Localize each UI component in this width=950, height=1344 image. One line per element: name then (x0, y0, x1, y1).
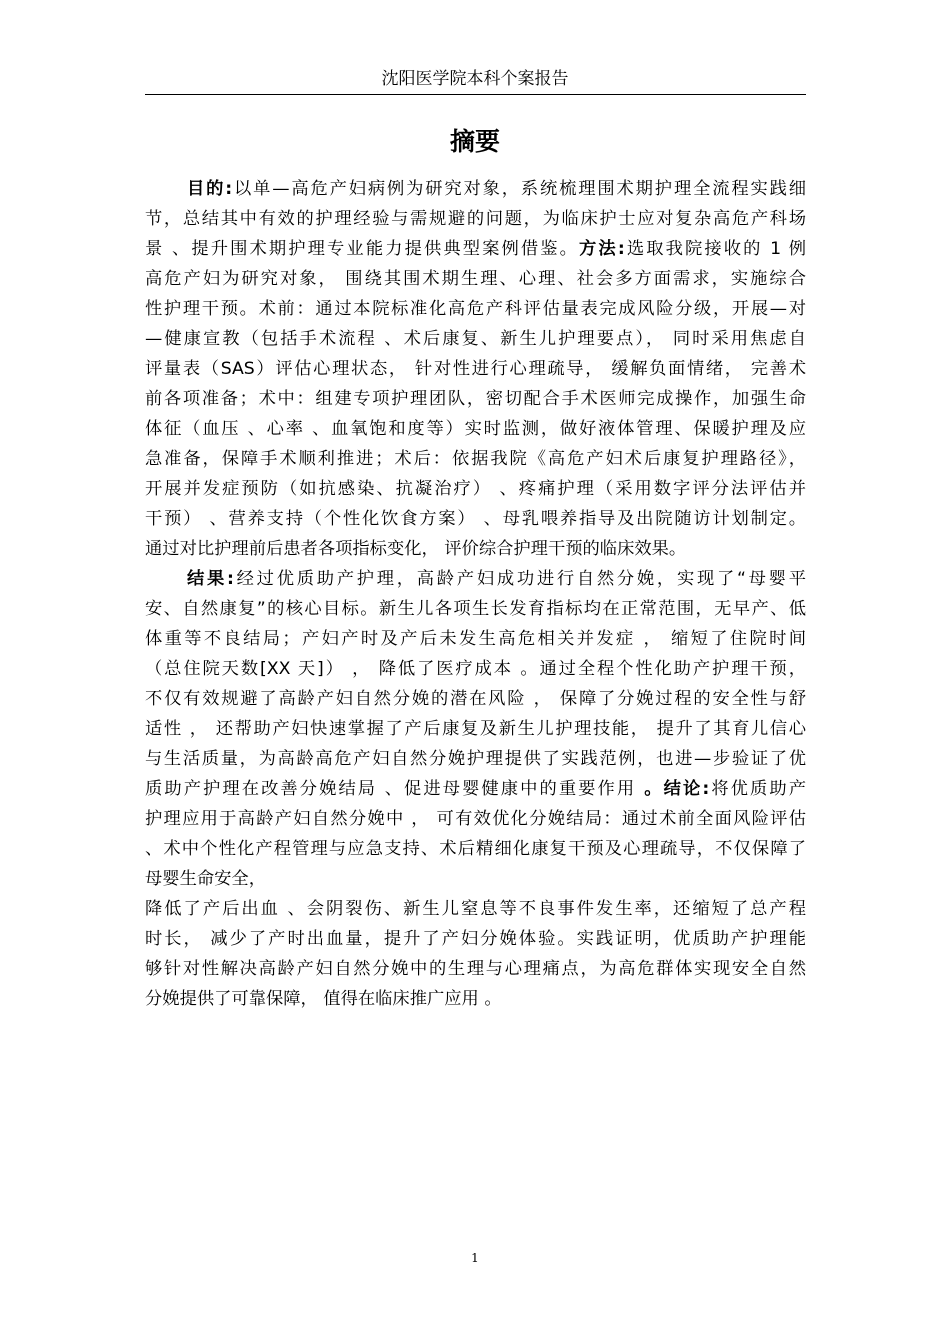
abstract-line: 时长， 减少了产时出血量，提升了产妇分娩体验。实践证明，优质助产护理能 (145, 929, 806, 949)
abstract-line: 高危产妇为研究对象， 围绕其围术期生理、心理、社会多方面需求，实施综合 (145, 269, 806, 289)
abstract-line: 前各项准备；术中：组建专项护理团队，密切配合手术医师完成操作，加强生命 (145, 389, 806, 409)
abstract-title: 摘要 (449, 127, 500, 156)
abstract-line: 节，总结其中有效的护理经验与需规避的问题，为临床护士应对复杂高危产科场 (145, 209, 806, 229)
abstract-line: 母婴生命安全， (145, 869, 266, 889)
abstract-line (145, 234, 806, 264)
abstract-line: 与生活质量，为高龄高危产妇自然分娩护理提供了实践范例，也进—步验证了优 (145, 749, 806, 769)
abstract-line: 适性 ， 还帮助产妇快速掌握了产后康复及新生儿护理技能， 提升了其育儿信心 (145, 719, 806, 739)
conclusion-text: 将优质助产 (709, 779, 806, 799)
result-end-mark: 。 (636, 779, 664, 799)
abstract-line: 体重等不良结局；产妇产时及产后未发生高危相关并发症 ， 缩短了住院时间 (145, 629, 806, 649)
abstract-line: 安、自然康复”的核心目标。新生儿各项生长发育指标均在正常范围，无早产、低 (145, 599, 806, 619)
conclusion-label: 结论: (663, 779, 710, 799)
abstract-line: 急准备，保障手术顺利推进；术后：依据我院《高危产妇术后康复护理路径》， (145, 449, 806, 469)
abstract-line: 够针对性解决高龄产妇自然分娩中的生理与心理痛点，为高危群体实现安全自然 (145, 959, 806, 979)
abstract-line: 体征（血压 、心率 、血氧饱和度等）实时监测，做好液体管理、保暖护理及应 (145, 419, 806, 439)
abstract-line: 评量表（SAS）评估心理状态， 针对性进行心理疏导， 缓解负面情绪， 完善术 (145, 359, 806, 379)
running-header: 沈阳医学院本科个案报告 (381, 69, 569, 89)
abstract-line (145, 174, 806, 204)
method-text: 选取我院接收的 1 例 (624, 239, 806, 259)
header-rule (145, 94, 806, 95)
objective-text-end: 景 、提升围术期护理专业能力提供典型案例借鉴。 (145, 239, 580, 259)
abstract-line: （总住院天数[XX 天]） ， 降低了医疗成本 。通过全程个性化助产护理干预， (145, 659, 806, 679)
abstract-line: 不仅有效规避了高龄产妇自然分娩的潜在风险 ， 保障了分娩过程的安全性与舒 (145, 689, 806, 709)
abstract-line: 开展并发症预防（如抗感染、抗凝治疗） 、疼痛护理（采用数字评分法评估并 (145, 479, 806, 499)
abstract-line: 、术中个性化产程管理与应急支持、术后精细化康复干预及心理疏导，不仅保障了 (145, 839, 806, 859)
page-number: 1 (471, 1251, 479, 1265)
abstract-body (145, 174, 806, 1014)
abstract-line (145, 774, 806, 804)
result-label: 结果: (187, 569, 234, 589)
result-text: 经过优质助产护理，高龄产妇成功进行自然分娩，实现了“母婴平 (233, 569, 806, 589)
objective-text: 以单—高危产妇病例为研究对象，系统梳理围术期护理全流程实践细 (232, 179, 806, 199)
abstract-line: 干预） 、营养支持（个性化饮食方案） 、母乳喂养指导及出院随访计划制定。 (145, 509, 806, 529)
abstract-line: 护理应用于高龄产妇自然分娩中 ， 可有效优化分娩结局：通过术前全面风险评估 (145, 809, 806, 829)
objective-label: 目的: (187, 179, 233, 199)
result-text-end: 质助产护理在改善分娩结局 、促进母婴健康中的重要作用 (145, 779, 637, 799)
abstract-line: —健康宣教（包括手术流程 、术后康复、新生儿护理要点）， 同时采用焦虑自 (145, 329, 806, 349)
abstract-line: 通过对比护理前后患者各项指标变化， 评价综合护理干预的临床效果。 (145, 539, 687, 559)
method-label: 方法: (579, 239, 625, 259)
abstract-line (145, 564, 806, 594)
abstract-line: 降低了产后出血 、会阴裂伤、新生儿窒息等不良事件发生率，还缩短了总产程 (145, 899, 806, 919)
abstract-line: 分娩提供了可靠保障， 值得在临床推广应用 。 (145, 989, 502, 1009)
abstract-line: 性护理干预。术前：通过本院标准化高危产科评估量表完成风险分级，开展—对 (145, 299, 806, 319)
